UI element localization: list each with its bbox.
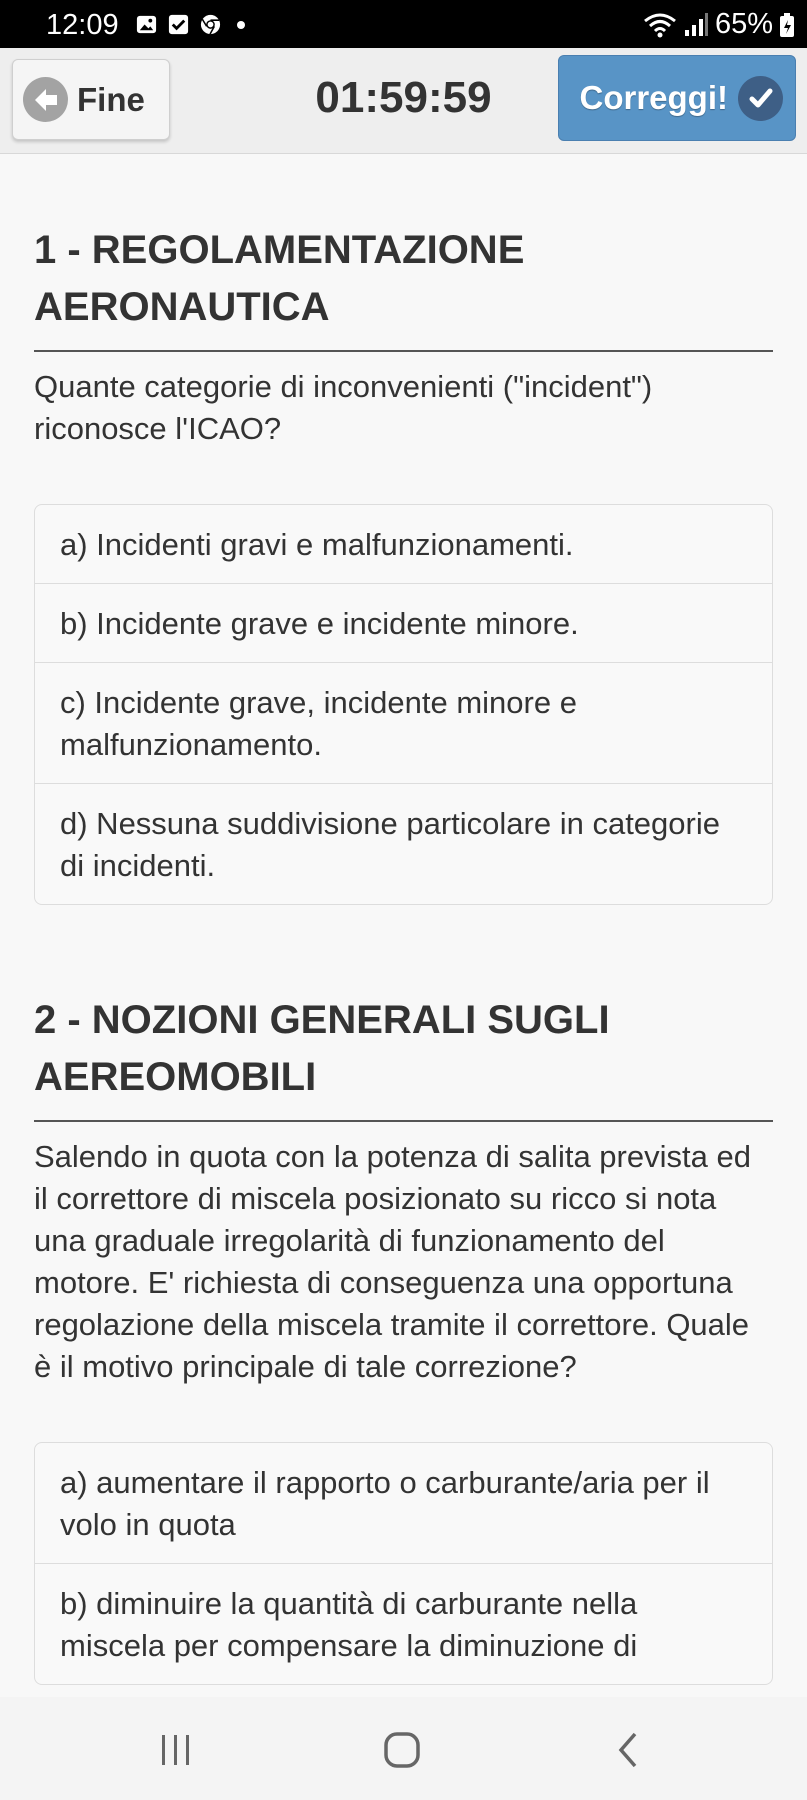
answer-option[interactable]: b) Incidente grave e incidente minore. [35,583,772,662]
answer-option[interactable]: b) diminuire la quantità di carburante nella miscela per compensare la diminuzione di [35,1563,772,1684]
answer-option[interactable]: c) Incidente grave, incidente minore e malfunzionamento. [35,662,772,783]
checkbox-icon [167,13,190,36]
status-bar [0,0,807,48]
question-title: 1 - REGOLAMENTAZIONE AERONAUTICA [34,222,773,352]
question-block [0,992,807,1685]
fine-button[interactable] [12,59,170,140]
wifi-icon [643,12,677,38]
back-icon[interactable] [603,1727,653,1772]
answer-option[interactable]: a) aumentare il rapporto o carburante/aria per il volo in quota [60,1465,710,1542]
fine-button-label: Fine [77,80,145,118]
gallery-icon [135,13,158,36]
recent-apps-icon[interactable] [151,1727,201,1772]
answer-option[interactable]: d) Nessuna suddivisione particolare in categorie di incidenti. [35,783,772,904]
question-block [0,222,807,905]
notification-icons [135,13,245,36]
answer-option[interactable]: a) Incidenti gravi e malfunzionamenti. [60,527,574,562]
home-icon[interactable] [377,1727,427,1772]
question-text: Quante categorie di inconvenienti ("incident") riconosce l'ICAO? [34,369,653,446]
status-time: 12:09 [46,9,119,41]
answer-list [34,504,773,905]
quiz-content[interactable] [0,155,807,1697]
chrome-icon [199,13,222,36]
answer-list [34,1442,773,1685]
correggi-button-label: Correggi! [579,79,728,116]
arrow-left-icon [23,77,68,122]
system-nav-bar [0,1697,807,1800]
correggi-button[interactable] [558,55,796,141]
question-text: Salendo in quota con la potenza di salita prevista ed il correttore di miscela posizionato su ricco si nota una graduale irregolarità di funzionamento del motore. E' richiesta di conseguenza una opportuna regolazione della miscela tramite il correttore. Quale è il motivo principale di tale correzione? [34,1139,751,1384]
dot-icon [237,21,245,29]
system-indicators [643,8,795,41]
battery-icon [779,12,795,38]
countdown-timer: 01:59:59 [315,73,492,122]
question-title: 2 - NOZIONI GENERALI SUGLI AEREOMOBILI [34,992,773,1122]
quiz-header [0,48,807,154]
signal-icon [683,12,709,38]
battery-percent: 65% [714,8,773,40]
checkmark-icon [738,76,783,121]
